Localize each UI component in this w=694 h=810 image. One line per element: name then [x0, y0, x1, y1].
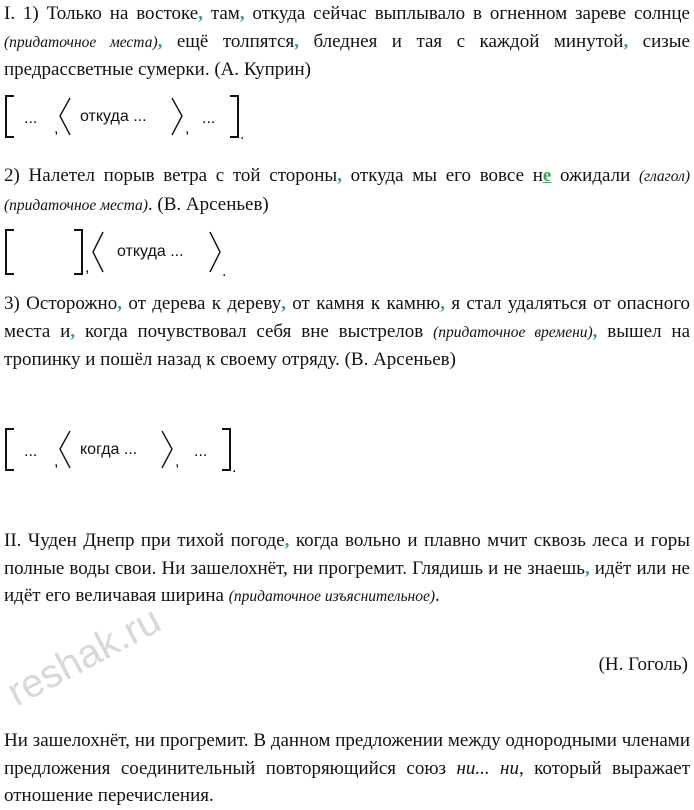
comma: , — [440, 293, 445, 314]
scheme-ellipsis: ... — [24, 443, 38, 460]
text: 3) Осторожно — [4, 293, 118, 314]
scheme-3 — [2, 426, 252, 476]
comma: , — [281, 293, 286, 314]
clause-note: (придаточное времени) — [433, 323, 593, 341]
main-clause-close-bracket — [222, 429, 230, 470]
text: бледнея и тая с каждой минутой — [298, 30, 624, 52]
text: ещё толпятся — [162, 30, 295, 52]
main-clause-open-bracket — [6, 96, 14, 137]
text: . — [435, 585, 440, 606]
section-2-text — [4, 527, 690, 611]
comma: , — [239, 3, 245, 24]
explanation-text — [4, 727, 690, 810]
clause-note: (придаточное места) — [4, 33, 158, 51]
clause-note: (придаточное изъяснительное) — [228, 588, 435, 605]
scheme-conjunction: откуда ... — [117, 243, 184, 260]
comma: , — [70, 320, 76, 342]
text: откуда сейчас выплывало в огненном зареве солнце — [244, 3, 690, 24]
text: от дерева к дереву — [121, 293, 282, 314]
text: . (В. Арсеньев) — [147, 193, 269, 215]
text: I. 1) Только на востоке — [4, 3, 199, 24]
text: ожидали — [551, 165, 639, 186]
text: я стал удаляться от опасного места и — [4, 293, 691, 342]
main-clause-open-bracket — [6, 230, 14, 274]
text: 2) Налетел порыв ветра с той стороны — [4, 165, 338, 186]
subordinate-close-bracket — [210, 232, 220, 272]
comma: , — [294, 30, 299, 52]
item-1-text — [4, 0, 690, 84]
main-clause-open-bracket — [6, 429, 14, 470]
scheme-comma: , — [85, 259, 90, 276]
text: сизые предрассветные сумерки. (А. Куприн) — [4, 30, 690, 80]
scheme-comma: , — [185, 120, 190, 137]
text: вышел на тропинку и пошёл назад к своему отряду. (В. Арсеньев) — [4, 320, 691, 370]
scheme-ellipsis: ... — [24, 110, 38, 127]
comma: , — [157, 30, 163, 52]
scheme-dot: . — [222, 263, 227, 280]
scheme-ellipsis: ... — [194, 443, 208, 460]
watermark: reshak.ru — [0, 597, 168, 715]
text: когда вольно и плавно мчит сквозь леса и горы полные воды свои. Ни зашелохнёт, ни прогремит. Глядишь и не знаешь — [4, 530, 690, 579]
scheme-comma: , — [54, 453, 59, 470]
subordinate-open-bracket — [93, 232, 103, 272]
item-2-text — [4, 162, 690, 219]
conjunction-italic: ни... ни — [456, 757, 519, 779]
text: , который выражает отношение перечисления. — [4, 757, 691, 806]
scheme-conjunction: когда ... — [80, 441, 138, 458]
text: Ни зашелохнёт, ни прогремит. В данном предложении между однородными членами предложения соединительный повторяющийся союз — [4, 730, 690, 779]
comma: , — [592, 320, 598, 342]
subordinate-open-bracket — [60, 98, 70, 135]
comma: , — [623, 30, 629, 52]
main-clause-close-bracket — [74, 230, 82, 274]
comma: , — [117, 293, 122, 314]
comma: , — [198, 3, 203, 24]
subordinate-close-bracket — [172, 98, 182, 135]
scheme-1 — [2, 93, 252, 143]
item-3-text — [4, 290, 690, 374]
text: когда почувствовал себя вне выстрелов — [75, 320, 434, 342]
scheme-comma: , — [175, 453, 180, 470]
text: II. Чуден Днепр при тихой погоде — [4, 530, 285, 551]
text: там — [202, 3, 240, 24]
source-author: (Н. Гоголь) — [598, 654, 688, 675]
comma: , — [584, 557, 590, 579]
scheme-dot: . — [232, 459, 237, 476]
scheme-ellipsis: ... — [202, 110, 216, 127]
text: идёт или не идёт его величавая ширина — [4, 557, 690, 606]
marked-letter: е — [542, 165, 552, 186]
subordinate-close-bracket — [162, 431, 172, 468]
subordinate-open-bracket — [60, 431, 70, 468]
scheme-2 — [2, 226, 242, 280]
scheme-comma: , — [54, 120, 59, 137]
text: откуда мы его вовсе н — [341, 165, 543, 186]
main-clause-close-bracket — [230, 96, 238, 137]
text: от камня к камню — [285, 293, 441, 314]
clause-note: (глагол) (придаточное места) — [4, 168, 690, 214]
comma: , — [284, 530, 290, 551]
comma: , — [337, 165, 342, 186]
scheme-conjunction: откуда ... — [80, 108, 147, 125]
scheme-dot: . — [240, 126, 245, 143]
